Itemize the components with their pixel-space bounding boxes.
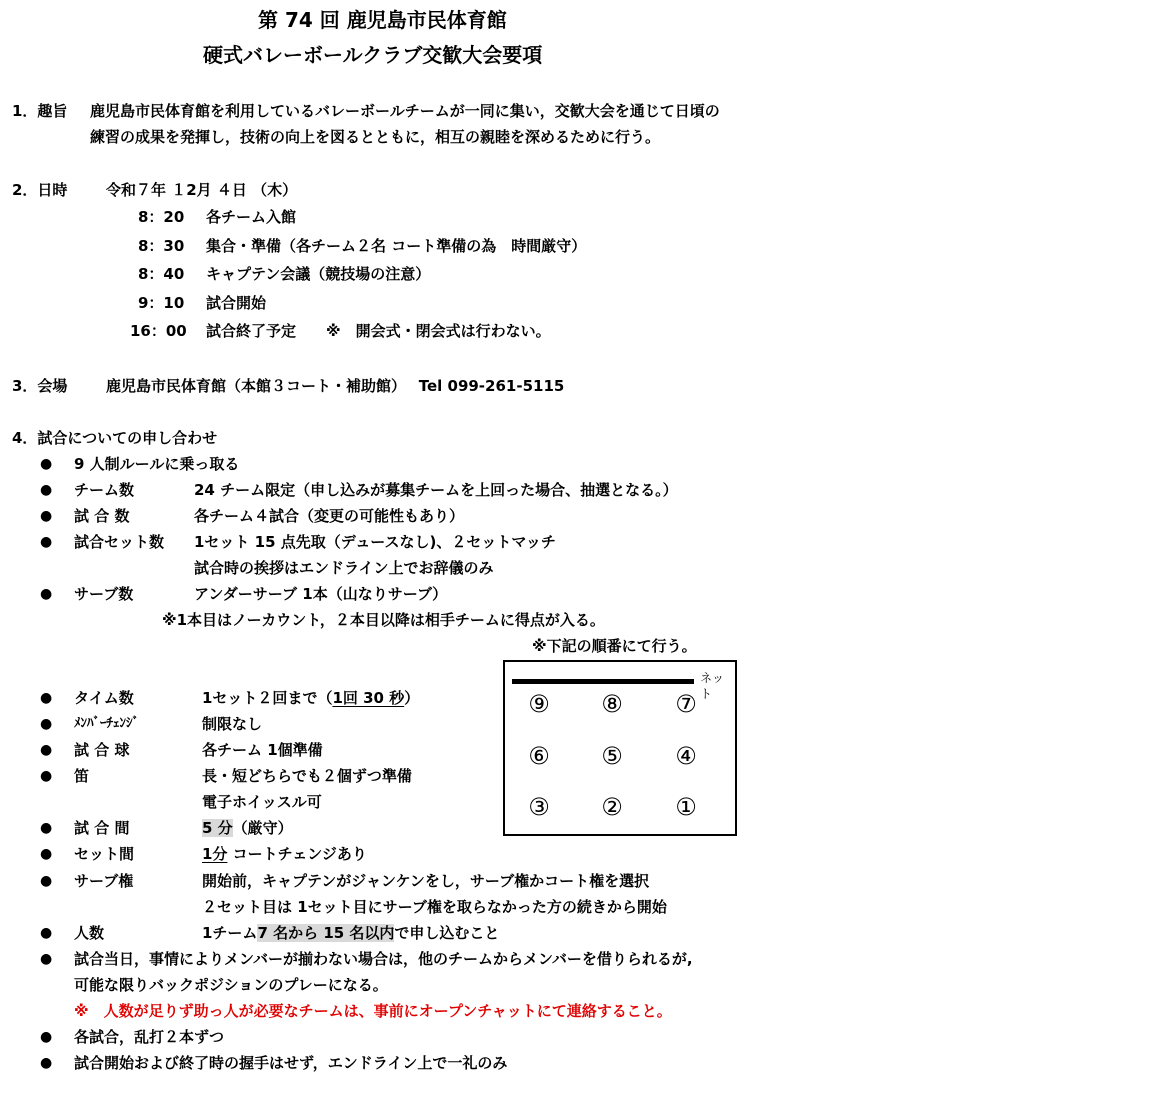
venue-label: 3．会場 xyxy=(12,377,68,395)
schedule-desc: 集合・準備（各チーム２名 コート準備の為 時間厳守） xyxy=(206,237,587,255)
bullet-icon: ● xyxy=(40,951,53,967)
dayof-line2: 可能な限りバックポジションのプレーになる。 xyxy=(74,976,388,994)
setint-label: セット間 xyxy=(74,845,135,863)
schedule-time: 8：40 xyxy=(138,265,185,283)
schedule-desc: キャプテン会議（競技場の注意） xyxy=(206,265,431,283)
position-6: ⑥ xyxy=(528,742,550,770)
position-9: ⑨ xyxy=(528,690,550,718)
member-value: 制限なし xyxy=(202,715,263,733)
serve-note: ※1本目はノーカウント，２本目以降は相手チームに得点が入る。 xyxy=(162,611,605,629)
bullet-icon: ● xyxy=(40,482,53,498)
timeout-value xyxy=(202,688,419,708)
teams-label: チーム数 xyxy=(74,481,135,499)
position-1: ① xyxy=(675,793,697,821)
net-label: ネット xyxy=(700,671,725,701)
schedule-desc: 各チーム入館 xyxy=(206,208,297,226)
interval-value xyxy=(202,818,293,838)
position-3: ③ xyxy=(528,793,550,821)
warmup-text: 各試合，乱打２本ずつ xyxy=(74,1028,225,1046)
whistle-label: 笛 xyxy=(74,767,90,785)
setint-value-b: コートチェンジあり xyxy=(227,845,367,863)
serveright-value: 開始前，キャプテンがジャンケンをし，サーブ権かコート権を選択 xyxy=(202,872,650,890)
interval-value-b: （厳守） xyxy=(232,819,293,837)
position-4: ④ xyxy=(675,742,697,770)
handshake-text: 試合開始および終了時の握手はせず，エンドライン上で一礼のみ xyxy=(74,1054,508,1072)
schedule-time: 8：30 xyxy=(138,237,185,255)
venue-text: 鹿児島市民体育館（本館３コート・補助館） Tel 099-261-5115 xyxy=(106,377,565,395)
bullet-icon: ● xyxy=(40,508,53,524)
net-line xyxy=(512,679,694,684)
timeout-value-c: ） xyxy=(404,689,420,707)
position-7: ⑦ xyxy=(675,690,697,718)
games-label: 試 合 数 xyxy=(74,507,130,525)
teams-value: 24 チーム限定（申し込みが募集チームを上回った場合、抽選となる。） xyxy=(194,481,678,499)
people-value-c: で申し込むこと xyxy=(394,924,500,942)
rule-text: 9 人制ルールに乗っ取る xyxy=(74,455,240,473)
dayof-line1: 試合当日，事情によりメンバーが揃わない場合は，他のチームからメンバーを借りられるが, xyxy=(74,950,693,968)
bullet-icon: ● xyxy=(40,534,53,550)
games-value: 各チーム４試合（変更の可能性もあり） xyxy=(194,507,465,525)
people-value xyxy=(202,923,499,943)
position-2: ② xyxy=(601,793,623,821)
whistle-value: 長・短どちらでも２個ずつ準備 xyxy=(202,767,412,785)
title-line1: 第 74 回 鹿児島市民体育館 xyxy=(258,8,507,32)
datetime-label: 2．日時 xyxy=(12,181,68,199)
timeout-label: タイム数 xyxy=(74,689,134,707)
bullet-icon: ● xyxy=(40,768,53,784)
bullet-icon: ● xyxy=(40,586,53,602)
court-diagram xyxy=(503,660,737,836)
timeout-value-a: 1セット２回まで（ xyxy=(202,689,333,707)
serve-label: サーブ数 xyxy=(74,585,134,603)
serve-value: アンダーサーブ 1本（山なりサーブ） xyxy=(194,585,448,603)
title-line2: 硬式バレーボールクラブ交歓大会要項 xyxy=(203,43,543,67)
sets-label: 試合セット数 xyxy=(74,533,165,551)
bullet-icon: ● xyxy=(40,1029,53,1045)
schedule-time: 9：10 xyxy=(138,294,185,312)
setint-value-a: 1分 xyxy=(202,845,228,863)
schedule-time: 8：20 xyxy=(138,208,185,226)
bullet-icon: ● xyxy=(40,456,53,472)
bullet-icon: ● xyxy=(40,925,53,941)
bullet-icon: ● xyxy=(40,742,53,758)
datetime-date: 令和７年 １2月 ４日 （木） xyxy=(106,181,298,199)
match-label: 4．試合についての申し合わせ xyxy=(12,429,218,447)
schedule-desc: 試合開始 xyxy=(206,294,267,312)
red-note: ※ 人数が足りず助っ人が必要なチームは、事前にオープンチャットにて連絡すること。 xyxy=(74,1002,672,1020)
setint-value xyxy=(202,844,367,864)
member-label: ﾒﾝﾊﾞｰﾁｪﾝｼﾞ xyxy=(74,716,139,731)
bullet-icon: ● xyxy=(40,820,53,836)
sets-note: 試合時の挨拶はエンドライン上でお辞儀のみ xyxy=(194,559,494,577)
ball-label: 試 合 球 xyxy=(74,741,130,759)
bullet-icon: ● xyxy=(40,1055,53,1071)
order-note: ※下記の順番にて行う。 xyxy=(532,637,697,655)
people-value-b: 7 名から 15 名以内 xyxy=(257,924,395,942)
purpose-line1: 鹿児島市民体育館を利用しているバレーボールチームが一同に集い，交歓大会を通じて日頃の xyxy=(90,102,720,120)
interval-label: 試 合 間 xyxy=(74,819,130,837)
position-5: ⑤ xyxy=(601,742,623,770)
whistle-note: 電子ホイッスル可 xyxy=(202,793,322,811)
serveright-note: ２セット目は 1セット目にサーブ権を取らなかった方の続きから開始 xyxy=(202,898,667,916)
schedule-desc: 試合終了予定 ※ 開会式・閉会式は行わない。 xyxy=(206,322,551,340)
sets-value: 1セット 15 点先取（デュースなし)、２セットマッチ xyxy=(194,533,556,551)
interval-value-a: 5 分 xyxy=(202,819,233,837)
people-value-a: 1チーム xyxy=(202,924,258,942)
bullet-icon: ● xyxy=(40,846,53,862)
purpose-line2: 練習の成果を発揮し，技術の向上を図るとともに，相互の親睦を深めるために行う。 xyxy=(90,128,661,146)
bullet-icon: ● xyxy=(40,716,53,732)
schedule-time: 16：00 xyxy=(130,322,187,340)
bullet-icon: ● xyxy=(40,690,53,706)
timeout-value-b: 1回 30 秒 xyxy=(332,689,405,707)
purpose-label: 1．趣旨 xyxy=(12,102,68,120)
people-label: 人数 xyxy=(74,924,105,942)
ball-value: 各チーム 1個準備 xyxy=(202,741,323,759)
position-8: ⑧ xyxy=(601,690,623,718)
bullet-icon: ● xyxy=(40,873,53,889)
serveright-label: サーブ権 xyxy=(74,872,134,890)
